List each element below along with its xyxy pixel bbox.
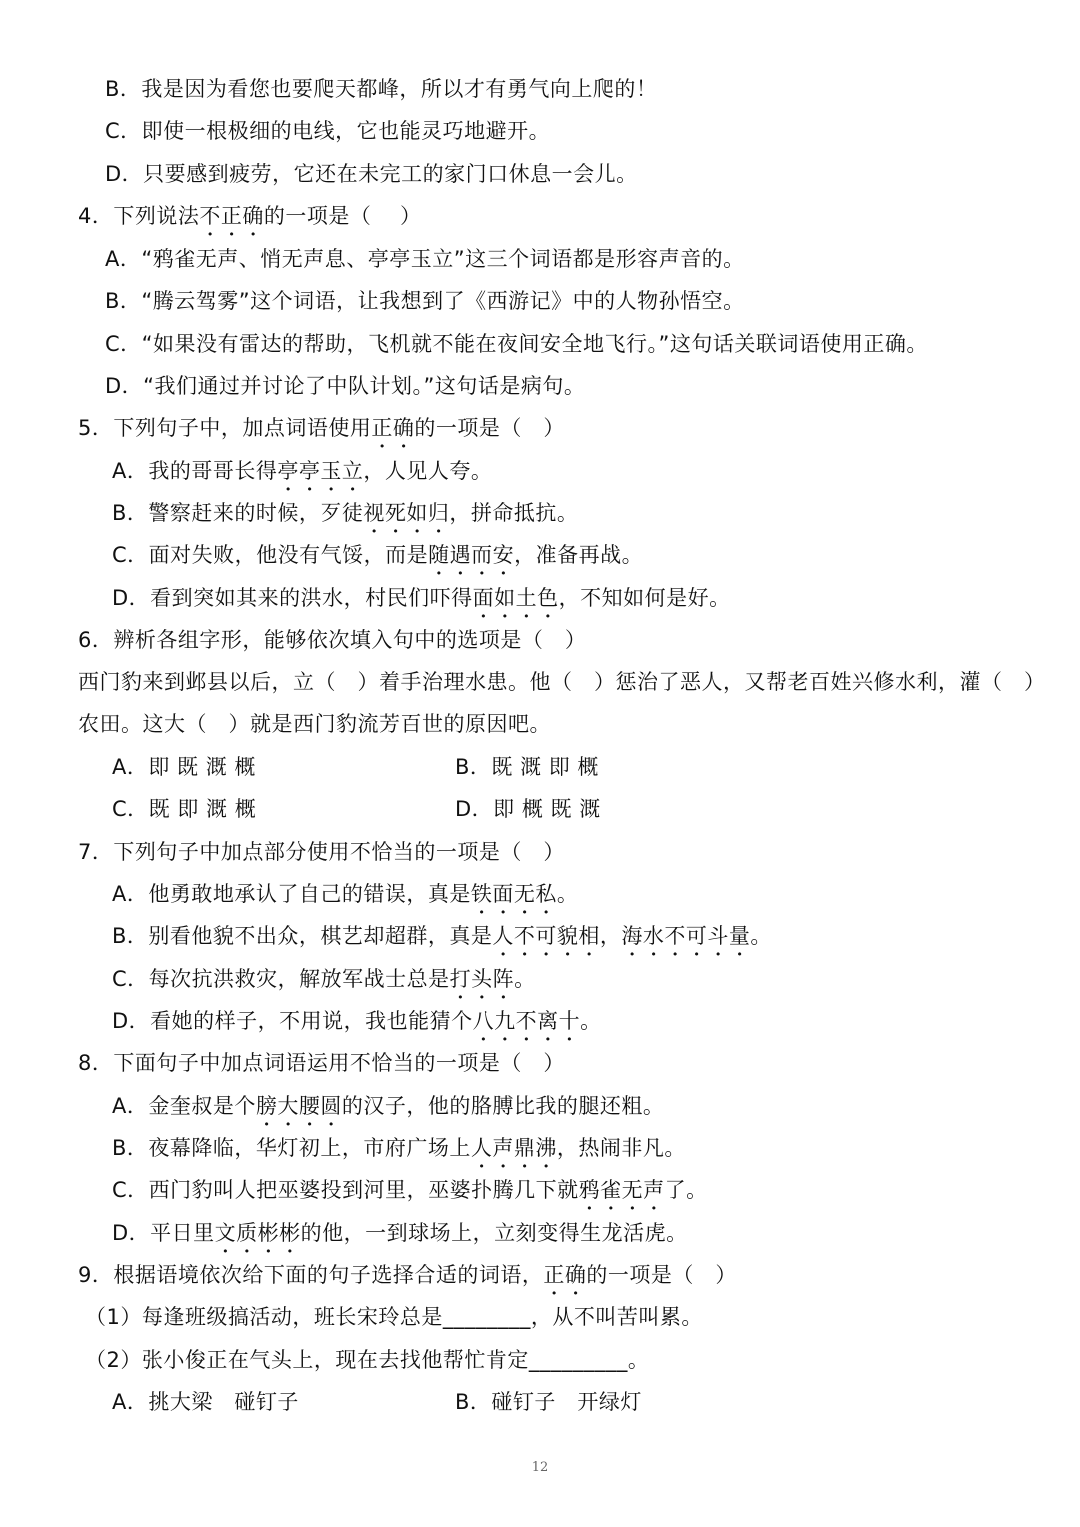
- emphasis-word: 打头阵: [449, 967, 515, 991]
- q9-option-a: A．挑大梁 碰钉子: [112, 1390, 299, 1414]
- q7-option-a: A．他勇敢地承认了自己的错误，真是铁面无私。: [112, 882, 579, 906]
- q7-option-b: B．别看他貌不出众，棋艺却超群，真是人不可貌相，海水不可斗量。: [112, 924, 772, 948]
- emphasis-word: 文质彬彬: [214, 1221, 301, 1245]
- q4-option-d: D．“我们通过并讨论了中队计划。”这句话是病句。: [105, 374, 586, 398]
- q3-option-b: B．我是因为看您也要爬天都峰，所以才有勇气向上爬的！: [105, 77, 658, 101]
- emphasis-word: 八九不离十: [472, 1009, 581, 1033]
- q4-option-c: C．“如果没有雷达的帮助，飞机就不能在夜间安全地飞行。”这句话关联词语使用正确。: [105, 332, 928, 356]
- q6-option-b: B．既 溉 即 概: [455, 755, 599, 779]
- q3-option-c: C．即使一根极细的电线，它也能灵巧地避开。: [105, 119, 551, 143]
- q8-option-a: A．金奎叔是个膀大腰圆的汉子，他的胳膊比我的腿还粗。: [112, 1094, 665, 1118]
- q5-option-a: A．我的哥哥长得亭亭玉立，人见人夸。: [112, 459, 493, 483]
- q5-option-d: D．看到突如其来的洪水，村民们吓得面如土色，不知如何是好。: [112, 586, 731, 610]
- emphasis-word: 膀大腰圆: [255, 1094, 342, 1118]
- q8-option-d: D．平日里文质彬彬的他，一到球场上，立刻变得生龙活虎。: [112, 1221, 688, 1245]
- emphasis-word: 铁面无私: [470, 882, 557, 906]
- emphasis-word: 人不可貌相，海水不可斗量: [492, 924, 751, 948]
- q8-option-b: B．夜幕降临，华灯初上，市府广场上人声鼎沸，热闹非凡。: [112, 1136, 686, 1160]
- emphasis-word: 鸦雀无声: [578, 1178, 665, 1202]
- emphasis-word: 面如土色: [472, 586, 559, 610]
- q9-sentence-1: （1）每逢班级搞活动，班长宋玲总是________，从不叫苦叫累。: [85, 1305, 703, 1329]
- page-number: 12: [531, 1460, 549, 1475]
- q5-option-c: C．面对失败，他没有气馁，而是随遇而安，准备再战。: [112, 543, 644, 567]
- q4-option-b: B．“腾云驾雾”这个词语，让我想到了《西游记》中的人物孙悟空。: [105, 289, 745, 313]
- emphasis-word: 不正确: [199, 204, 264, 228]
- emphasis-word: 正确: [543, 1263, 587, 1287]
- emphasis-word: 随遇而安: [428, 543, 515, 567]
- question-6: 6．辨析各组字形，能够依次填入句中的选项是（ ）: [78, 628, 587, 652]
- q7-option-c: C．每次抗洪救灾，解放军战士总是打头阵。: [112, 967, 536, 991]
- question-9: 9．根据语境依次给下面的句子选择合适的词语，正确的一项是（ ）: [78, 1263, 737, 1287]
- q6-option-c: C．既 即 溉 概: [112, 797, 257, 821]
- emphasis-word: 视死如归: [363, 501, 450, 525]
- question-8: 8．下面句子中加点词语运用不恰当的一项是（ ）: [78, 1051, 565, 1075]
- q4-option-a: A．“鸦雀无声、悄无声息、亭亭玉立”这三个词语都是形容声音的。: [105, 247, 745, 271]
- q6-option-a: A．即 既 溉 概: [112, 755, 256, 779]
- q3-option-d: D．只要感到疲劳，它还在未完工的家门口休息一会儿。: [105, 162, 638, 186]
- q8-option-c: C．西门豹叫人把巫婆投到河里，巫婆扑腾几下就鸦雀无声了。: [112, 1178, 708, 1202]
- emphasis-word: 人声鼎沸: [470, 1136, 557, 1160]
- emphasis-word: 亭亭玉立: [277, 459, 364, 483]
- q5-option-b: B．警察赶来的时候，歹徒视死如归，拼命抵抗。: [112, 501, 579, 525]
- question-4: 4．下列说法不正确的一项是（ ）: [78, 204, 422, 228]
- q9-option-b: B．碰钉子 开绿灯: [455, 1390, 642, 1414]
- question-5: 5．下列句子中，加点词语使用正确的一项是（ ）: [78, 416, 565, 440]
- question-7: 7．下列句子中加点部分使用不恰当的一项是（ ）: [78, 840, 565, 864]
- q7-option-d: D．看她的样子，不用说，我也能猜个八九不离十。: [112, 1009, 602, 1033]
- q6-option-d: D．即 概 既 溉: [455, 797, 601, 821]
- q6-passage-line-2: 农田。这大（ ）就是西门豹流芳百世的原因吧。: [78, 712, 551, 736]
- q6-passage-line-1: 西门豹来到邺县以后，立（ ）着手治理水患。他（ ）惩治了恶人，又帮老百姓兴修水利，灌（ ）: [78, 670, 1046, 694]
- emphasis-word: 正确: [371, 416, 415, 440]
- q9-sentence-2: （2）张小俊正在气头上，现在去找他帮忙肯定_________。: [85, 1348, 650, 1372]
